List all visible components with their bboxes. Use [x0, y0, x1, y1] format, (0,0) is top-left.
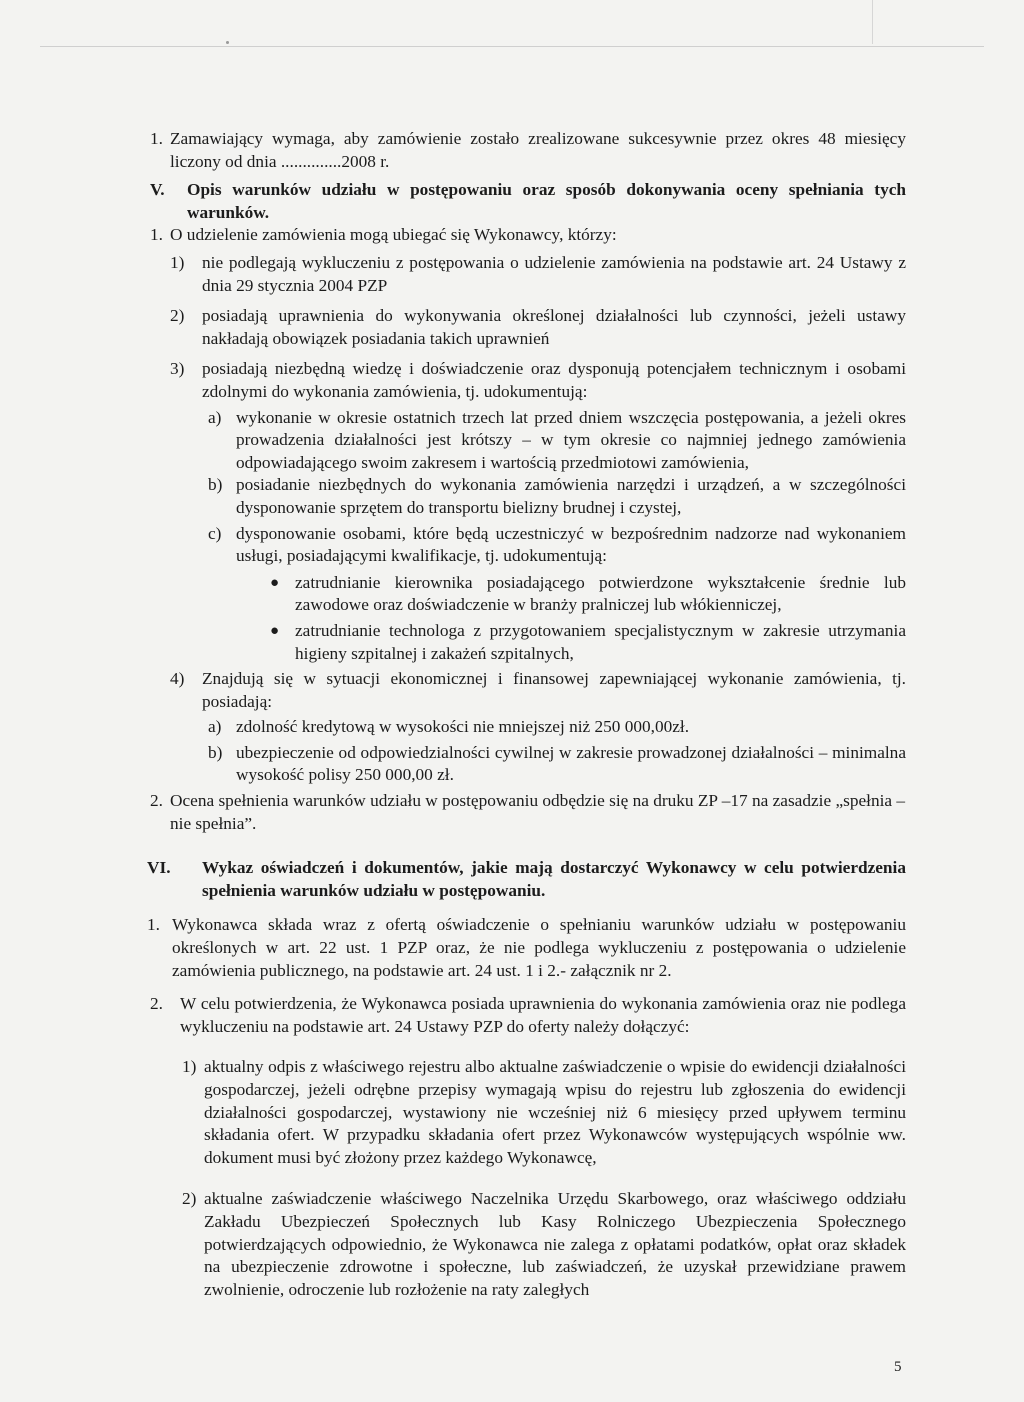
- section-vi-number: VI.: [147, 858, 171, 878]
- section-vi-title: Wykaz oświadczeń i dokumentów, jakie mają dostarczyć Wykonawcy w celu potwierdzenia spełnienia warunków udziału w postępowaniu.: [202, 858, 906, 900]
- bullet-item-2-text: zatrudnianie technologa z przygotowaniem specjalistycznym w zakresie utrzymania higieny szpitalnej i zakażeń szpitalnych,: [295, 620, 906, 663]
- paragraph-1: [150, 128, 906, 173]
- paragraph-1-number: 1.: [150, 129, 163, 148]
- vi-point-1: [147, 914, 906, 982]
- v-item-4a-letter: a): [208, 717, 222, 737]
- bullet-item-1: [150, 572, 906, 617]
- v-item-2: [150, 305, 906, 350]
- v-item-4b-text: ubezpieczenie od odpowiedzialności cywilnej w zakresie prowadzonej działalności – minimalna wysokość polisy 250 000,00 zł.: [236, 742, 906, 785]
- vi-item-1-number: 1): [182, 1057, 197, 1077]
- scan-mark: [226, 41, 229, 44]
- vi-item-1: [150, 1056, 906, 1169]
- v-item-2-number: 2): [170, 306, 185, 326]
- v-item-4: [150, 668, 906, 713]
- v-item-1-text: nie podlegają wykluczeniu z postępowania o udzielenie zamówienia na podstawie art. 24 Ustawy z dnia 29 stycznia 2004 PZP: [202, 253, 906, 295]
- v-item-4a-text: zdolność kredytową w wysokości nie mniejszej niż 250 000,00zł.: [236, 717, 690, 737]
- v-item-1: [150, 252, 906, 297]
- scan-edge-right: [872, 0, 873, 44]
- v-point-2-text: Ocena spełnienia warunków udziału w postępowaniu odbędzie się na druku ZP –17 na zasadzie „spełnia – nie spełnia”.: [170, 791, 906, 833]
- v-item-3-text: posiadają niezbędną wiedzę i doświadczenie oraz dysponują potencjałem technicznym i osobami zdolnymi do wykonania zamówienia, tj. udokumentują:: [202, 359, 906, 401]
- v-item-3c: [150, 523, 906, 568]
- vi-item-2-text: aktualne zaświadczenie właściwego Naczelnika Urzędu Skarbowego, oraz właściwego oddziału Zakładu Ubezpieczeń Społecznych lub Kasy Rolniczego Ubezpieczenia Społecznego potwierdzających odpowiednio, że Wykonawca nie zalega z opłatami podatków, opłat oraz składek na ubezpieczenie zdrowotne i społeczne, lub zaświadczeń, że uzyskał przewidziane prawem zwolnienie, odroczenie lub rozłożenie na raty zaległych: [204, 1189, 906, 1299]
- v-item-4-number: 4): [170, 669, 185, 689]
- v-point-1-text: O udzielenie zamówienia mogą ubiegać się Wykonawcy, którzy:: [170, 225, 617, 244]
- page-number: 5: [894, 1359, 902, 1375]
- section-v-title: Opis warunków udziału w postępowaniu oraz sposób dokonywania oceny spełniania tych warunków.: [187, 180, 906, 222]
- vi-item-2: [150, 1188, 906, 1301]
- v-item-3b-text: posiadanie niezbędnych do wykonania zamówienia narzędzi i urządzeń, a w szczególności dysponowanie sprzętem do transportu bielizny brudnej i czystej,: [236, 475, 906, 517]
- section-v-number: V.: [150, 180, 165, 199]
- vi-point-2: [150, 993, 906, 1038]
- vi-point-2-number: 2.: [150, 994, 163, 1014]
- v-item-4a: [150, 716, 906, 739]
- v-item-3c-text: dysponowanie osobami, które będą uczestniczyć w bezpośrednim nadzorze nad wykonaniem usługi, posiadającymi kwalifikacje, tj. udokumentują:: [236, 523, 906, 566]
- vi-item-2-number: 2): [182, 1189, 197, 1209]
- v-item-3-number: 3): [170, 359, 185, 379]
- v-item-2-text: posiadają uprawnienia do wykonywania określonej działalności lub czynności, jeżeli ustawy nakładają obowiązek posiadania takich uprawnień: [202, 306, 906, 348]
- bullet-icon: ●: [270, 622, 280, 639]
- v-item-1-number: 1): [170, 253, 185, 272]
- vi-item-1-text: aktualny odpis z właściwego rejestru albo aktualne zaświadczenie o wpisie do ewidencji działalności gospodarczej, jeżeli odrębne przepisy wymagają wpisu do rejestru lub zgłoszenia do ewidencji działalności gospodarczej, wystawiony nie wcześniej niż 6 miesięcy przed upływem terminu składania ofert. W przypadku składania ofert przez Wykonawców występujących wspólnie ww. dokument musi być złożony przez każdego Wykonawcę,: [204, 1057, 906, 1167]
- v-item-4b-letter: b): [208, 742, 223, 762]
- v-item-3a: [150, 407, 906, 475]
- section-v-heading: [150, 179, 906, 223]
- paragraph-1-text: Zamawiający wymaga, aby zamówienie zostało zrealizowane sukcesywnie przez okres 48 miesięcy liczony od dnia ..............2008 r.: [170, 129, 906, 171]
- bullet-item-2: [150, 620, 906, 665]
- vi-point-2-text: W celu potwierdzenia, że Wykonawca posiada uprawnienia do wykonania zamówienia oraz nie podlega wykluczeniu na podstawie art. 24 Ustawy PZP do oferty należy dołączyć:: [180, 994, 906, 1036]
- v-item-3c-letter: c): [208, 523, 222, 543]
- vi-point-1-number: 1.: [147, 915, 160, 935]
- v-point-1-number: 1.: [150, 225, 163, 244]
- v-point-2-number: 2.: [150, 791, 163, 811]
- v-item-4-text: Znajdują się w sytuacji ekonomicznej i finansowej zapewniającej wykonanie zamówienia, tj. posiadają:: [202, 669, 906, 711]
- v-item-3a-letter: a): [208, 407, 222, 427]
- v-point-2: [150, 790, 906, 835]
- v-item-3b-letter: b): [208, 475, 223, 495]
- bullet-item-1-text: zatrudnianie kierownika posiadającego potwierdzone wykształcenie średnie lub zawodowe oraz doświadczenie w branży pralniczej lub włókienniczej,: [295, 572, 906, 615]
- v-point-1: [150, 224, 906, 247]
- vi-point-1-text: Wykonawca składa wraz z ofertą oświadczenie o spełnianiu warunków udziału w postępowaniu określonych w art. 22 ust. 1 PZP oraz, że nie podlega wykluczeniu z postępowania o udzielenie zamówienia publicznego, na podstawie art. 24 ust. 1 i 2.- załącznik nr 2.: [172, 915, 906, 980]
- v-item-3: [150, 358, 906, 403]
- document-body: [147, 128, 906, 1301]
- v-item-4b: [150, 742, 906, 787]
- bullet-icon: ●: [270, 574, 280, 591]
- section-vi-heading: [147, 857, 906, 902]
- v-item-3a-text: wykonanie w okresie ostatnich trzech lat przed dniem wszczęcia postępowania, a jeżeli okres prowadzenia działalności jest krótszy – w tym okresie co najmniej jednego zamówienia odpowiadającego swoim zakresem i wartością przedmiotowi zamówienia,: [236, 407, 906, 472]
- scan-edge-top: [40, 46, 984, 47]
- v-item-3b: [150, 474, 906, 519]
